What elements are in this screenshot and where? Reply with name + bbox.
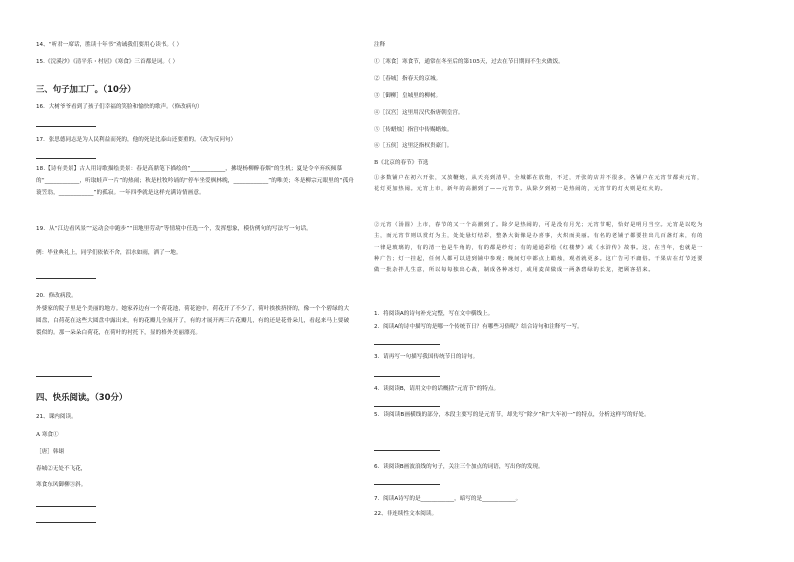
answer-line-5[interactable] [374, 450, 440, 451]
question-18: 18.【诗有美景】古人用诗歌描绘美景：春是高鼎笔下描绘的“____________，拂堤杨柳醉春烟”的生机；夏是令辛弃疾倾慕的“____________，听取蛙声一片”的热闹；秋是杜牧吟诵的“停车坐爱枫林晚，____________”的唯美；冬是柳宗元眼里的“孤舟蓑笠翁，____________”的孤寂。一年四季就是这样充满诗情画意。 [36, 166, 354, 196]
answer-line-2[interactable] [374, 344, 440, 345]
question-22: 22、非连续性文本阅读。 [374, 511, 438, 517]
poem-line-2: 寒食东风御柳③斜。 [36, 482, 87, 488]
reading-b-paragraph-2: ②元宵（汤圆）上市，春节的又一个高潮到了。除夕是热闹的，可是没有月光；元宵节呢，恰好是明月当空。元宵是以吃为主，而元宵节则以赏灯为主，处处悬灯结彩，整条大街像是办喜事，火炽而美丽。有名的老铺子都要挂出几百盏灯来，有的一律是玻璃的，有的清一色是牛角的，有的都是纱灯；有的通通彩绘《红楼梦》或《水浒传》故事。这，在当年，也就是一种广告；灯一挂起，任何人都可以进到铺中参观；晚间灯中都点上蜡烛，观者就更多。这广告可不庸俗。干果店在灯节还要做一批杂拌儿生意，所以每每独出心裁，制成各种冰灯，或用麦苗做成一两条碧绿的长龙，把顾客招来。 [374, 222, 704, 274]
note-4: ④［汉宫］这里用汉代指唐朝皇宫。 [374, 110, 464, 116]
answer-line-6[interactable] [374, 484, 440, 485]
question-19-example: 例：毕业典礼上，同学们依依不舍，泪水如雨，洒了一地。 [36, 250, 182, 256]
answer-line-16[interactable] [36, 126, 96, 127]
note-3: ③［御柳］皇城里的柳树。 [374, 93, 442, 99]
answer-line-3[interactable] [374, 376, 440, 377]
question-20: 20．修改病段。 [36, 293, 77, 299]
question-21: 21、课内阅读。 [36, 414, 77, 420]
answer-line-19[interactable] [36, 278, 96, 279]
reading-b-paragraph-1: ①多数铺户在初六开张，又放鞭炮，从天亮到清早，全城都在放炮，不过，开张的店并不很多，各铺户在元宵节都卖元宵，花灯更加热闹。元宵上市，新年的高潮到了——元宵节。从除夕到初一是热闹的，元宵节的灯火则是红火的。 [374, 175, 704, 193]
poem-blank-line-2[interactable] [36, 522, 96, 523]
question-5: 5．读阅读B画横线的部分，本段主要写的是元宵节，却先写“除夕”和“大年初一”的特点，分析这样写的好处。 [374, 412, 650, 418]
reading-b-title: B《北京的春节》节选 [374, 160, 429, 166]
question-6: 6．读阅读B画波浪线的句子，关注三个加点的词语，写出你的发现。 [374, 464, 544, 470]
question-3: 3．请再写一句描写我国传统节日的诗句。 [374, 354, 479, 360]
question-14: 14、“听君一席话，胜读十年书”劝诫我们要用心读书。（ ） [36, 42, 183, 48]
section-3-title: 三、句子加工厂。（10分） [36, 84, 136, 94]
question-19: 19．从“江边看风景”“运动会中跑步”“田地里劳动”等情境中任选一个，发挥想象，模仿例句的写法写一句话。 [36, 226, 312, 232]
question-7: 7．阅读A诗写的是____________，暗写的是____________。 [374, 496, 522, 502]
answer-line-17[interactable] [36, 158, 96, 159]
poem-line-1: 春城②无处不飞花， [36, 466, 87, 472]
question-2: 2．阅读A的诗中描写的是哪一个传统节日？有哪些习俗呢？结合诗句和注释写一写。 [374, 324, 583, 330]
notes-title: 注释 [374, 42, 386, 48]
note-6: ⑥［五侯］这里泛指权贵豪门。 [374, 143, 453, 149]
poem-author: ［唐］韩翃 [36, 449, 64, 455]
section-4-title: 四、快乐阅读。（30分） [36, 392, 128, 402]
question-16: 16．大树爷爷看到了孩子们幸福的笑脸和愉快的歌声。（修改病句） [36, 104, 203, 110]
question-4: 4．读阅读B，请用文中的话概括“元宵节”的特点。 [374, 386, 500, 392]
note-5: ⑤［传蜡烛］指宫中传赐蜡烛。 [374, 127, 453, 133]
note-2: ②［春城］指春天的京城。 [374, 76, 442, 82]
answer-line-4[interactable] [374, 406, 440, 407]
poem-blank-line-1[interactable] [36, 506, 96, 507]
question-17: 17．张思德同志是为人民利益而死的，他的死是比泰山还要重的。（改为反问句） [36, 137, 237, 143]
answer-line-20[interactable] [36, 376, 92, 377]
poem-title: A 寒食① [36, 432, 59, 438]
question-1: 1．将阅读A的诗句补充完整，写在文中横线上。 [374, 311, 494, 317]
question-20-paragraph: 外婆家的院子里是个美丽的地方。她家养边有一个荷花池，荷花池中，荷花开了不少了，荷叶挨挨挤挤的，像一个个碧绿的大圆盘，白荷花在这些大圆盘中露出来，有的花瓣儿全展开了，有的才展开两三片花瓣儿，有的还是花骨朵儿，看起来马上要破裂似的。那一朵朵白荷花，在荷叶的衬托下，显的格外美丽漂亮。 [36, 306, 350, 336]
note-1: ①［寒食］寒食节，通常在冬至后的第105天，过去在节日期间不生火做饭。 [374, 59, 564, 65]
question-15: 15.《浣溪沙》《清平乐・村居》《寒食》三首都是词。（ ） [36, 59, 179, 65]
